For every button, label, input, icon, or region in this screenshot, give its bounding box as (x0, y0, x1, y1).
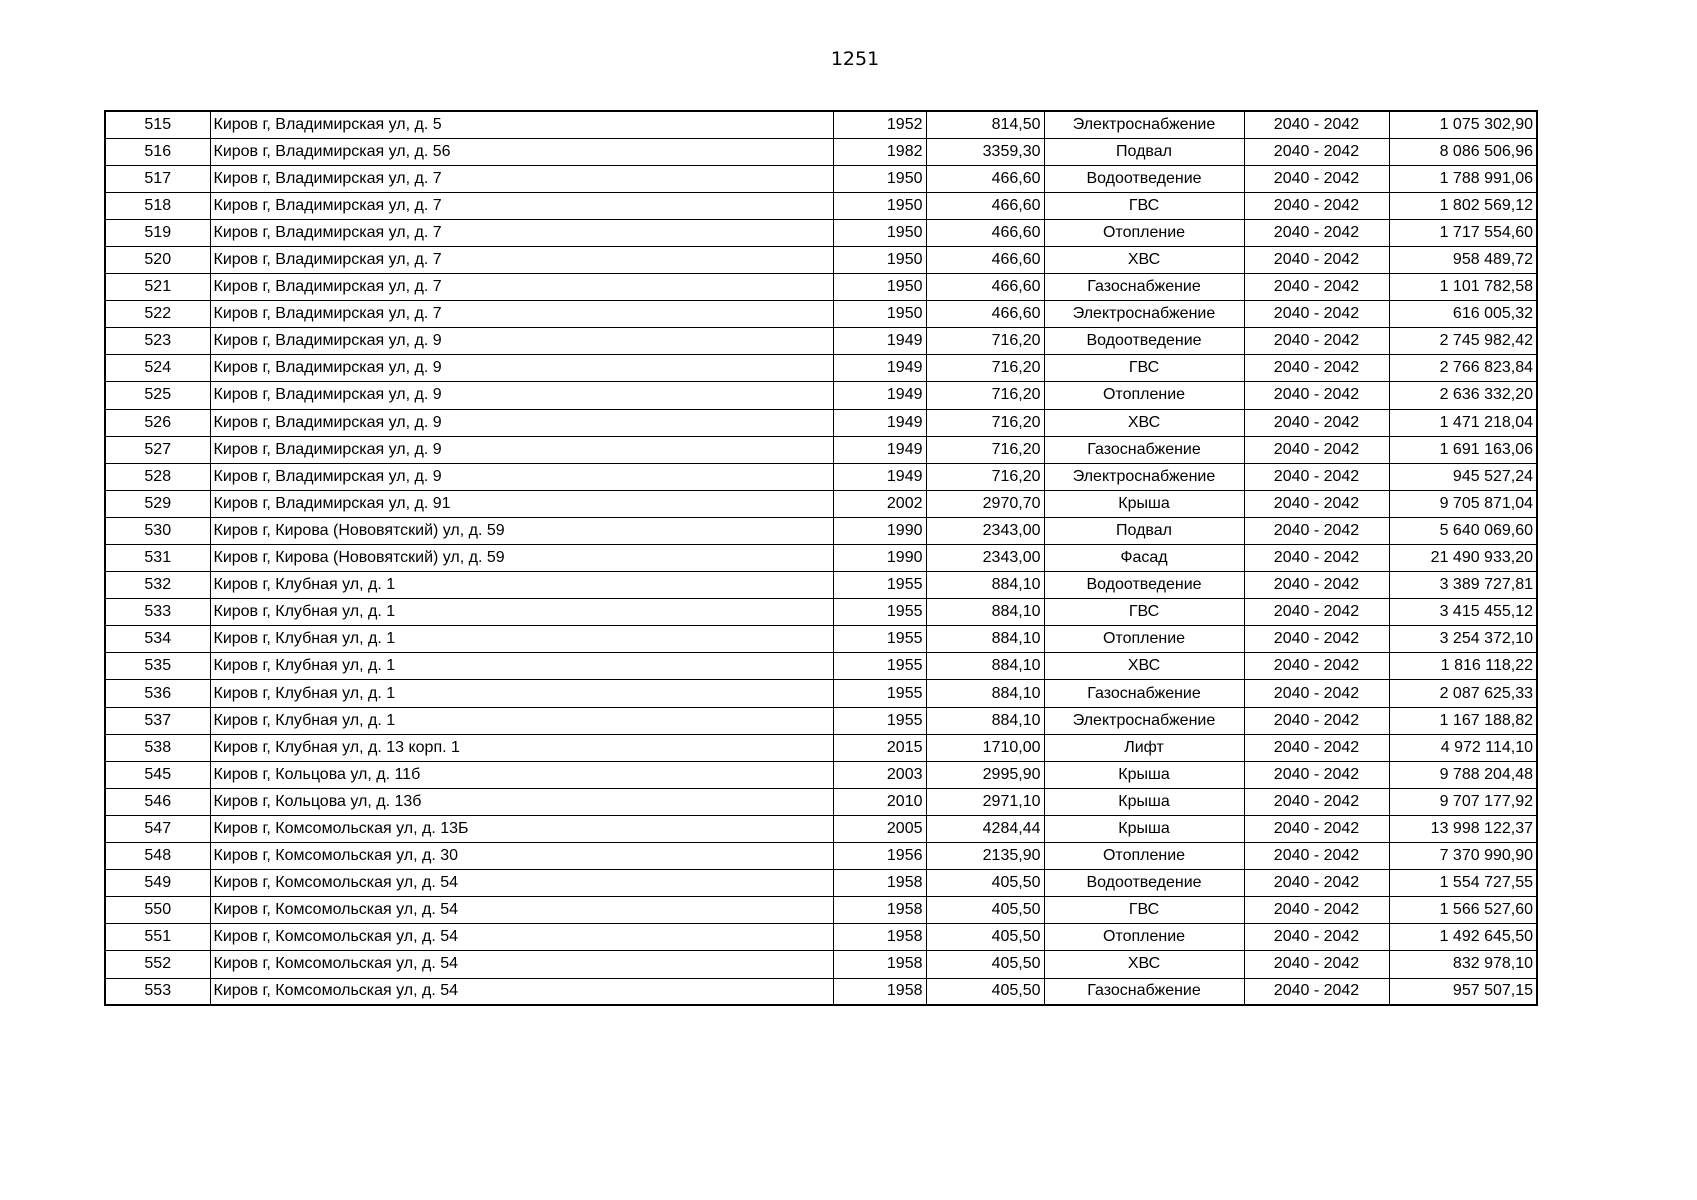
build-year-cell: 2002 (833, 490, 926, 517)
build-year-cell: 1952 (833, 111, 926, 138)
build-year-cell: 1949 (833, 382, 926, 409)
build-year-cell: 1958 (833, 897, 926, 924)
area-cell: 716,20 (926, 463, 1044, 490)
work-type-cell: Газоснабжение (1044, 978, 1244, 1005)
cost-cell: 1 167 188,82 (1389, 707, 1537, 734)
work-type-cell: Фасад (1044, 545, 1244, 572)
area-cell: 466,60 (926, 246, 1044, 273)
period-cell: 2040 - 2042 (1244, 355, 1389, 382)
work-type-cell: Отопление (1044, 843, 1244, 870)
area-cell: 466,60 (926, 301, 1044, 328)
period-cell: 2040 - 2042 (1244, 599, 1389, 626)
address-cell: Киров г, Владимирская ул, д. 7 (210, 301, 833, 328)
table-row (105, 545, 1537, 572)
address-cell: Киров г, Кольцова ул, д. 13б (210, 788, 833, 815)
row-number-cell: 528 (105, 463, 210, 490)
row-number-cell: 534 (105, 626, 210, 653)
row-number-cell: 547 (105, 815, 210, 842)
table-row (105, 734, 1537, 761)
build-year-cell: 1950 (833, 219, 926, 246)
period-cell: 2040 - 2042 (1244, 301, 1389, 328)
cost-cell: 4 972 114,10 (1389, 734, 1537, 761)
area-cell: 2995,90 (926, 761, 1044, 788)
table-row (105, 111, 1537, 138)
table-body (105, 111, 1537, 1005)
address-cell: Киров г, Владимирская ул, д. 7 (210, 246, 833, 273)
cost-cell: 1 075 302,90 (1389, 111, 1537, 138)
build-year-cell: 2010 (833, 788, 926, 815)
build-year-cell: 1958 (833, 870, 926, 897)
work-type-cell: ГВС (1044, 192, 1244, 219)
period-cell: 2040 - 2042 (1244, 897, 1389, 924)
period-cell: 2040 - 2042 (1244, 382, 1389, 409)
area-cell: 716,20 (926, 436, 1044, 463)
period-cell: 2040 - 2042 (1244, 328, 1389, 355)
work-type-cell: Лифт (1044, 734, 1244, 761)
cost-cell: 945 527,24 (1389, 463, 1537, 490)
cost-cell: 2 087 625,33 (1389, 680, 1537, 707)
build-year-cell: 2015 (833, 734, 926, 761)
address-cell: Киров г, Комсомольская ул, д. 30 (210, 843, 833, 870)
address-cell: Киров г, Комсомольская ул, д. 13Б (210, 815, 833, 842)
area-cell: 466,60 (926, 219, 1044, 246)
address-cell: Киров г, Владимирская ул, д. 9 (210, 436, 833, 463)
build-year-cell: 1955 (833, 680, 926, 707)
table-row (105, 165, 1537, 192)
work-type-cell: Газоснабжение (1044, 274, 1244, 301)
row-number-cell: 548 (105, 843, 210, 870)
row-number-cell: 533 (105, 599, 210, 626)
cost-cell: 13 998 122,37 (1389, 815, 1537, 842)
table-row (105, 517, 1537, 544)
address-cell: Киров г, Комсомольская ул, д. 54 (210, 951, 833, 978)
address-cell: Киров г, Кирова (Нововятский) ул, д. 59 (210, 517, 833, 544)
area-cell: 405,50 (926, 870, 1044, 897)
cost-cell: 1 566 527,60 (1389, 897, 1537, 924)
cost-cell: 958 489,72 (1389, 246, 1537, 273)
row-number-cell: 535 (105, 653, 210, 680)
work-type-cell: ГВС (1044, 599, 1244, 626)
period-cell: 2040 - 2042 (1244, 219, 1389, 246)
address-cell: Киров г, Клубная ул, д. 1 (210, 572, 833, 599)
period-cell: 2040 - 2042 (1244, 517, 1389, 544)
work-type-cell: Подвал (1044, 138, 1244, 165)
build-year-cell: 1949 (833, 436, 926, 463)
row-number-cell: 515 (105, 111, 210, 138)
work-type-cell: Водоотведение (1044, 165, 1244, 192)
table-row (105, 870, 1537, 897)
table-row (105, 626, 1537, 653)
area-cell: 884,10 (926, 680, 1044, 707)
period-cell: 2040 - 2042 (1244, 626, 1389, 653)
table-row (105, 409, 1537, 436)
period-cell: 2040 - 2042 (1244, 490, 1389, 517)
period-cell: 2040 - 2042 (1244, 680, 1389, 707)
build-year-cell: 1949 (833, 463, 926, 490)
address-cell: Киров г, Кирова (Нововятский) ул, д. 59 (210, 545, 833, 572)
area-cell: 884,10 (926, 626, 1044, 653)
period-cell: 2040 - 2042 (1244, 274, 1389, 301)
table-row (105, 382, 1537, 409)
area-cell: 2971,10 (926, 788, 1044, 815)
area-cell: 884,10 (926, 653, 1044, 680)
table-row (105, 951, 1537, 978)
build-year-cell: 1950 (833, 192, 926, 219)
row-number-cell: 553 (105, 978, 210, 1005)
table-row (105, 680, 1537, 707)
period-cell: 2040 - 2042 (1244, 924, 1389, 951)
cost-cell: 1 101 782,58 (1389, 274, 1537, 301)
build-year-cell: 1949 (833, 409, 926, 436)
address-cell: Киров г, Клубная ул, д. 1 (210, 680, 833, 707)
area-cell: 716,20 (926, 355, 1044, 382)
area-cell: 405,50 (926, 924, 1044, 951)
address-cell: Киров г, Владимирская ул, д. 9 (210, 328, 833, 355)
address-cell: Киров г, Владимирская ул, д. 9 (210, 382, 833, 409)
build-year-cell: 1955 (833, 626, 926, 653)
row-number-cell: 529 (105, 490, 210, 517)
table-row (105, 572, 1537, 599)
area-cell: 884,10 (926, 707, 1044, 734)
area-cell: 405,50 (926, 951, 1044, 978)
address-cell: Киров г, Комсомольская ул, д. 54 (210, 978, 833, 1005)
work-type-cell: Крыша (1044, 815, 1244, 842)
table-row (105, 924, 1537, 951)
row-number-cell: 551 (105, 924, 210, 951)
row-number-cell: 537 (105, 707, 210, 734)
area-cell: 716,20 (926, 409, 1044, 436)
period-cell: 2040 - 2042 (1244, 138, 1389, 165)
address-cell: Киров г, Владимирская ул, д. 7 (210, 219, 833, 246)
build-year-cell: 1958 (833, 924, 926, 951)
area-cell: 716,20 (926, 328, 1044, 355)
period-cell: 2040 - 2042 (1244, 951, 1389, 978)
area-cell: 405,50 (926, 897, 1044, 924)
row-number-cell: 552 (105, 951, 210, 978)
work-type-cell: Водоотведение (1044, 328, 1244, 355)
address-cell: Киров г, Владимирская ул, д. 9 (210, 463, 833, 490)
work-type-cell: Крыша (1044, 490, 1244, 517)
work-type-cell: Водоотведение (1044, 572, 1244, 599)
row-number-cell: 531 (105, 545, 210, 572)
row-number-cell: 527 (105, 436, 210, 463)
address-cell: Киров г, Владимирская ул, д. 7 (210, 274, 833, 301)
row-number-cell: 549 (105, 870, 210, 897)
period-cell: 2040 - 2042 (1244, 572, 1389, 599)
work-type-cell: ХВС (1044, 653, 1244, 680)
cost-cell: 3 415 455,12 (1389, 599, 1537, 626)
cost-cell: 957 507,15 (1389, 978, 1537, 1005)
build-year-cell: 1955 (833, 707, 926, 734)
table-row (105, 274, 1537, 301)
area-cell: 2970,70 (926, 490, 1044, 517)
row-number-cell: 536 (105, 680, 210, 707)
build-year-cell: 2005 (833, 815, 926, 842)
build-year-cell: 1955 (833, 599, 926, 626)
address-cell: Киров г, Клубная ул, д. 1 (210, 599, 833, 626)
period-cell: 2040 - 2042 (1244, 192, 1389, 219)
row-number-cell: 526 (105, 409, 210, 436)
table-row (105, 843, 1537, 870)
area-cell: 2135,90 (926, 843, 1044, 870)
cost-cell: 21 490 933,20 (1389, 545, 1537, 572)
row-number-cell: 532 (105, 572, 210, 599)
address-cell: Киров г, Клубная ул, д. 1 (210, 707, 833, 734)
row-number-cell: 523 (105, 328, 210, 355)
row-number-cell: 530 (105, 517, 210, 544)
period-cell: 2040 - 2042 (1244, 761, 1389, 788)
cost-cell: 3 389 727,81 (1389, 572, 1537, 599)
address-cell: Киров г, Владимирская ул, д. 5 (210, 111, 833, 138)
table-row (105, 246, 1537, 273)
address-cell: Киров г, Владимирская ул, д. 7 (210, 192, 833, 219)
address-cell: Киров г, Владимирская ул, д. 91 (210, 490, 833, 517)
address-cell: Киров г, Клубная ул, д. 13 корп. 1 (210, 734, 833, 761)
area-cell: 716,20 (926, 382, 1044, 409)
area-cell: 4284,44 (926, 815, 1044, 842)
cost-cell: 1 471 218,04 (1389, 409, 1537, 436)
area-cell: 466,60 (926, 192, 1044, 219)
area-cell: 3359,30 (926, 138, 1044, 165)
row-number-cell: 524 (105, 355, 210, 382)
table-row (105, 463, 1537, 490)
cost-cell: 9 788 204,48 (1389, 761, 1537, 788)
work-type-cell: ХВС (1044, 409, 1244, 436)
work-type-cell: ГВС (1044, 897, 1244, 924)
build-year-cell: 1950 (833, 246, 926, 273)
period-cell: 2040 - 2042 (1244, 707, 1389, 734)
period-cell: 2040 - 2042 (1244, 409, 1389, 436)
build-year-cell: 1982 (833, 138, 926, 165)
period-cell: 2040 - 2042 (1244, 545, 1389, 572)
period-cell: 2040 - 2042 (1244, 246, 1389, 273)
area-cell: 405,50 (926, 978, 1044, 1005)
address-cell: Киров г, Владимирская ул, д. 9 (210, 409, 833, 436)
row-number-cell: 517 (105, 165, 210, 192)
table-row (105, 978, 1537, 1005)
address-cell: Киров г, Владимирская ул, д. 7 (210, 165, 833, 192)
area-cell: 466,60 (926, 274, 1044, 301)
cost-cell: 2 766 823,84 (1389, 355, 1537, 382)
table-row (105, 653, 1537, 680)
cost-cell: 8 086 506,96 (1389, 138, 1537, 165)
build-year-cell: 1950 (833, 274, 926, 301)
period-cell: 2040 - 2042 (1244, 788, 1389, 815)
work-type-cell: Крыша (1044, 761, 1244, 788)
area-cell: 466,60 (926, 165, 1044, 192)
period-cell: 2040 - 2042 (1244, 436, 1389, 463)
row-number-cell: 518 (105, 192, 210, 219)
work-type-cell: ГВС (1044, 355, 1244, 382)
cost-cell: 9 705 871,04 (1389, 490, 1537, 517)
period-cell: 2040 - 2042 (1244, 734, 1389, 761)
cost-cell: 1 492 645,50 (1389, 924, 1537, 951)
work-type-cell: Электроснабжение (1044, 111, 1244, 138)
table-row (105, 897, 1537, 924)
table-row (105, 355, 1537, 382)
work-type-cell: Электроснабжение (1044, 463, 1244, 490)
table-row (105, 815, 1537, 842)
work-type-cell: Отопление (1044, 219, 1244, 246)
table-row (105, 436, 1537, 463)
area-cell: 2343,00 (926, 517, 1044, 544)
table-row (105, 328, 1537, 355)
cost-cell: 1 717 554,60 (1389, 219, 1537, 246)
period-cell: 2040 - 2042 (1244, 870, 1389, 897)
address-cell: Киров г, Комсомольская ул, д. 54 (210, 897, 833, 924)
period-cell: 2040 - 2042 (1244, 815, 1389, 842)
work-type-cell: Газоснабжение (1044, 680, 1244, 707)
address-cell: Киров г, Клубная ул, д. 1 (210, 626, 833, 653)
address-cell: Киров г, Комсомольская ул, д. 54 (210, 870, 833, 897)
row-number-cell: 519 (105, 219, 210, 246)
address-cell: Киров г, Комсомольская ул, д. 54 (210, 924, 833, 951)
cost-cell: 1 802 569,12 (1389, 192, 1537, 219)
area-cell: 2343,00 (926, 545, 1044, 572)
work-type-cell: Подвал (1044, 517, 1244, 544)
work-type-cell: Отопление (1044, 924, 1244, 951)
row-number-cell: 545 (105, 761, 210, 788)
cost-cell: 832 978,10 (1389, 951, 1537, 978)
table-row (105, 219, 1537, 246)
period-cell: 2040 - 2042 (1244, 165, 1389, 192)
table-row (105, 192, 1537, 219)
table-row (105, 599, 1537, 626)
build-year-cell: 1955 (833, 653, 926, 680)
table-row (105, 301, 1537, 328)
build-year-cell: 1955 (833, 572, 926, 599)
row-number-cell: 546 (105, 788, 210, 815)
period-cell: 2040 - 2042 (1244, 978, 1389, 1005)
repair-schedule-table (104, 110, 1538, 1006)
period-cell: 2040 - 2042 (1244, 843, 1389, 870)
work-type-cell: Электроснабжение (1044, 301, 1244, 328)
period-cell: 2040 - 2042 (1244, 111, 1389, 138)
build-year-cell: 1956 (833, 843, 926, 870)
cost-cell: 2 745 982,42 (1389, 328, 1537, 355)
row-number-cell: 538 (105, 734, 210, 761)
build-year-cell: 1990 (833, 545, 926, 572)
cost-cell: 5 640 069,60 (1389, 517, 1537, 544)
work-type-cell: ХВС (1044, 246, 1244, 273)
row-number-cell: 520 (105, 246, 210, 273)
cost-cell: 1 788 991,06 (1389, 165, 1537, 192)
work-type-cell: ХВС (1044, 951, 1244, 978)
address-cell: Киров г, Владимирская ул, д. 56 (210, 138, 833, 165)
address-cell: Киров г, Владимирская ул, д. 9 (210, 355, 833, 382)
area-cell: 884,10 (926, 599, 1044, 626)
cost-cell: 616 005,32 (1389, 301, 1537, 328)
build-year-cell: 1990 (833, 517, 926, 544)
cost-cell: 1 554 727,55 (1389, 870, 1537, 897)
page-number: 1251 (830, 48, 880, 70)
work-type-cell: Отопление (1044, 626, 1244, 653)
row-number-cell: 516 (105, 138, 210, 165)
row-number-cell: 522 (105, 301, 210, 328)
row-number-cell: 521 (105, 274, 210, 301)
address-cell: Киров г, Клубная ул, д. 1 (210, 653, 833, 680)
row-number-cell: 550 (105, 897, 210, 924)
table-row (105, 490, 1537, 517)
table-row (105, 788, 1537, 815)
row-number-cell: 525 (105, 382, 210, 409)
address-cell: Киров г, Кольцова ул, д. 11б (210, 761, 833, 788)
cost-cell: 1 816 118,22 (1389, 653, 1537, 680)
build-year-cell: 1950 (833, 301, 926, 328)
cost-cell: 3 254 372,10 (1389, 626, 1537, 653)
work-type-cell: Газоснабжение (1044, 436, 1244, 463)
work-type-cell: Крыша (1044, 788, 1244, 815)
area-cell: 814,50 (926, 111, 1044, 138)
table-row (105, 707, 1537, 734)
build-year-cell: 1949 (833, 355, 926, 382)
cost-cell: 7 370 990,90 (1389, 843, 1537, 870)
table-row (105, 761, 1537, 788)
area-cell: 884,10 (926, 572, 1044, 599)
build-year-cell: 2003 (833, 761, 926, 788)
period-cell: 2040 - 2042 (1244, 463, 1389, 490)
cost-cell: 9 707 177,92 (1389, 788, 1537, 815)
cost-cell: 1 691 163,06 (1389, 436, 1537, 463)
period-cell: 2040 - 2042 (1244, 653, 1389, 680)
work-type-cell: Водоотведение (1044, 870, 1244, 897)
build-year-cell: 1958 (833, 978, 926, 1005)
build-year-cell: 1949 (833, 328, 926, 355)
build-year-cell: 1950 (833, 165, 926, 192)
table-row (105, 138, 1537, 165)
work-type-cell: Отопление (1044, 382, 1244, 409)
work-type-cell: Электроснабжение (1044, 707, 1244, 734)
cost-cell: 2 636 332,20 (1389, 382, 1537, 409)
area-cell: 1710,00 (926, 734, 1044, 761)
build-year-cell: 1958 (833, 951, 926, 978)
